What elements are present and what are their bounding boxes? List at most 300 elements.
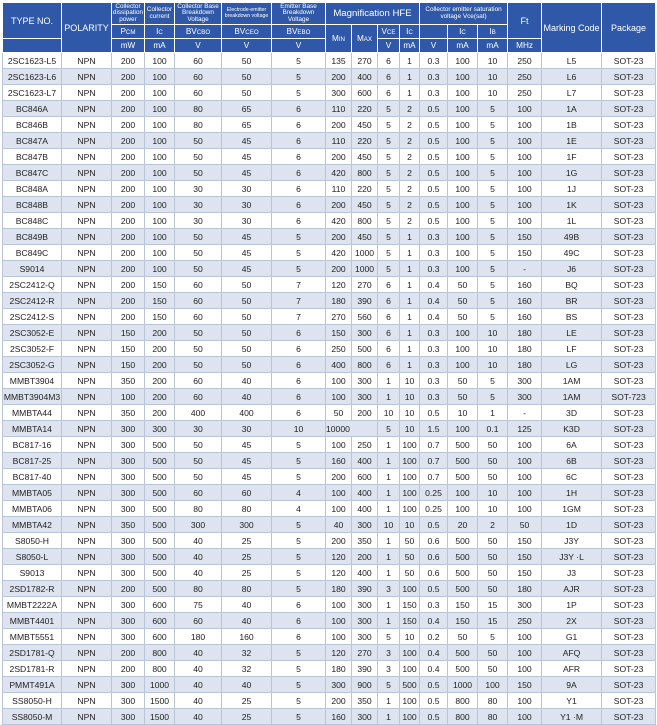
sat-ic-cell: 100 bbox=[448, 213, 478, 229]
vcesat-cell: 0.3 bbox=[420, 341, 448, 357]
package-cell: SOT-23 bbox=[602, 149, 656, 165]
ic-unit: mA bbox=[145, 39, 175, 53]
vcesat-cell: 0.3 bbox=[420, 261, 448, 277]
bvcbo-cell: 40 bbox=[175, 533, 222, 549]
marking-code-cell: BS bbox=[542, 309, 602, 325]
hfe-max-cell: 900 bbox=[352, 677, 378, 693]
polarity-cell: NPN bbox=[62, 597, 112, 613]
type-no-cell: MMBTA44 bbox=[3, 405, 62, 421]
sat-ic-cell: 150 bbox=[448, 597, 478, 613]
bvebo-cell: 6 bbox=[272, 117, 326, 133]
sat-ic-cell: 100 bbox=[448, 485, 478, 501]
table-row bbox=[3, 357, 656, 373]
ic-cell: 100 bbox=[145, 53, 175, 69]
marking-code-cell: BR bbox=[542, 293, 602, 309]
hfe-max-cell: 220 bbox=[352, 133, 378, 149]
package-cell: SOT-23 bbox=[602, 501, 656, 517]
bvceo-cell: 30 bbox=[222, 213, 272, 229]
type-no-cell: BC848A bbox=[3, 181, 62, 197]
hfe-header: Magnification HFE bbox=[326, 3, 420, 25]
vce-cell: 5 bbox=[378, 677, 400, 693]
package-cell: SOT-23 bbox=[602, 133, 656, 149]
polarity-cell: NPN bbox=[62, 309, 112, 325]
bvcbo-cell: 40 bbox=[175, 565, 222, 581]
ic-cell: 150 bbox=[145, 277, 175, 293]
bvebo-cell: 5 bbox=[272, 565, 326, 581]
package-cell: SOT-23 bbox=[602, 565, 656, 581]
pcm-cell: 300 bbox=[112, 597, 145, 613]
type-no-cell: 2SC1623-L7 bbox=[3, 85, 62, 101]
bvceo-cell: 160 bbox=[222, 629, 272, 645]
ft-cell: 150 bbox=[508, 677, 542, 693]
ic-cell: 100 bbox=[145, 229, 175, 245]
sat-ic-cell: 50 bbox=[448, 389, 478, 405]
ic-cell: 1500 bbox=[145, 709, 175, 725]
polarity-cell: NPN bbox=[62, 469, 112, 485]
bvceo-symbol: BVCEO bbox=[222, 25, 272, 39]
vce-cell: 5 bbox=[378, 229, 400, 245]
vcesat-cell: 0.5 bbox=[420, 149, 448, 165]
type-no-cell: MMBTA14 bbox=[3, 421, 62, 437]
ic-cell: 200 bbox=[145, 341, 175, 357]
bvebo-cell: 5 bbox=[272, 693, 326, 709]
ft-cell: 300 bbox=[508, 373, 542, 389]
hfe-min-cell: 180 bbox=[326, 581, 352, 597]
bvcbo-cell: 180 bbox=[175, 629, 222, 645]
hfe-min-cell: 120 bbox=[326, 565, 352, 581]
marking-code-cell: LE bbox=[542, 325, 602, 341]
ft-cell: 100 bbox=[508, 453, 542, 469]
sat-ic-cell: 50 bbox=[448, 373, 478, 389]
hfe-ic-symbol: IC bbox=[400, 25, 420, 39]
hfe-max-cell: 220 bbox=[352, 181, 378, 197]
bvcbo-cell: 40 bbox=[175, 549, 222, 565]
bvebo-cell: 5 bbox=[272, 53, 326, 69]
sat-ib-cell: 5 bbox=[478, 197, 508, 213]
type-no-cell: S8050-L bbox=[3, 549, 62, 565]
table-row bbox=[3, 373, 656, 389]
pcm-unit: mW bbox=[112, 39, 145, 53]
ft-cell: - bbox=[508, 405, 542, 421]
hfe-min-cell: 420 bbox=[326, 245, 352, 261]
ic-cell: 100 bbox=[145, 149, 175, 165]
ic-cell: 100 bbox=[145, 213, 175, 229]
ft-cell: 150 bbox=[508, 245, 542, 261]
vcesat-cell: 0.3 bbox=[420, 373, 448, 389]
bvcbo-cell: 40 bbox=[175, 709, 222, 725]
type-no-cell: MMBTA42 bbox=[3, 517, 62, 533]
ic-cell: 100 bbox=[145, 133, 175, 149]
bvceo-header: Electrode-emitter breakdown voltage bbox=[222, 3, 272, 25]
ft-cell: 100 bbox=[508, 661, 542, 677]
bvcbo-cell: 80 bbox=[175, 117, 222, 133]
sat-ic-cell: 100 bbox=[448, 421, 478, 437]
bvceo-cell: 40 bbox=[222, 389, 272, 405]
type-no-cell: 2SC1623-L6 bbox=[3, 69, 62, 85]
package-cell: SOT-23 bbox=[602, 661, 656, 677]
bvcbo-cell: 50 bbox=[175, 437, 222, 453]
pcm-cell: 200 bbox=[112, 245, 145, 261]
table-row bbox=[3, 597, 656, 613]
hfe-max-cell: 800 bbox=[352, 165, 378, 181]
vcesat-cell: 0.6 bbox=[420, 565, 448, 581]
hfe-min-cell: 110 bbox=[326, 181, 352, 197]
vcesat-cell: 0.5 bbox=[420, 709, 448, 725]
polarity-cell: NPN bbox=[62, 117, 112, 133]
bvebo-cell: 7 bbox=[272, 293, 326, 309]
sat-ic-cell: 100 bbox=[448, 245, 478, 261]
vcesat-cell: 0.7 bbox=[420, 469, 448, 485]
sat-ib-cell: 2 bbox=[478, 517, 508, 533]
sat-ib-cell: 5 bbox=[478, 101, 508, 117]
hfe-ic-cell: 100 bbox=[400, 469, 420, 485]
table-row bbox=[3, 229, 656, 245]
pcm-cell: 200 bbox=[112, 261, 145, 277]
polarity-cell: NPN bbox=[62, 613, 112, 629]
polarity-cell: NPN bbox=[62, 677, 112, 693]
type-no-cell: 2SD1781-Q bbox=[3, 645, 62, 661]
hfe-max-symbol: MAX bbox=[352, 25, 378, 53]
pcm-cell: 350 bbox=[112, 405, 145, 421]
hfe-max-cell: 390 bbox=[352, 293, 378, 309]
hfe-min-cell: 120 bbox=[326, 277, 352, 293]
bvcbo-cell: 40 bbox=[175, 661, 222, 677]
bvcbo-cell: 60 bbox=[175, 309, 222, 325]
sat-ic-cell: 100 bbox=[448, 69, 478, 85]
marking-code-cell: 1E bbox=[542, 133, 602, 149]
ft-cell: 250 bbox=[508, 69, 542, 85]
package-cell: SOT-23 bbox=[602, 405, 656, 421]
polarity-cell: NPN bbox=[62, 181, 112, 197]
bvcbo-cell: 30 bbox=[175, 197, 222, 213]
hfe-max-cell: 200 bbox=[352, 405, 378, 421]
ic-header: Collector current bbox=[145, 3, 175, 25]
ic-cell: 500 bbox=[145, 565, 175, 581]
marking-code-cell: J6 bbox=[542, 261, 602, 277]
bvebo-cell: 5 bbox=[272, 229, 326, 245]
polarity-cell: NPN bbox=[62, 261, 112, 277]
hfe-ic-cell: 2 bbox=[400, 117, 420, 133]
hfe-max-cell: 400 bbox=[352, 453, 378, 469]
type-no-cell: 2SC3052-E bbox=[3, 325, 62, 341]
hfe-min-cell: 400 bbox=[326, 357, 352, 373]
type-no-cell: BC847B bbox=[3, 149, 62, 165]
type-no-cell: MMBT4401 bbox=[3, 613, 62, 629]
sat-ib-cell: 5 bbox=[478, 165, 508, 181]
type-unit-blank bbox=[3, 39, 62, 53]
table-row bbox=[3, 181, 656, 197]
hfe-ic-cell: 1 bbox=[400, 245, 420, 261]
hfe-ic-cell: 100 bbox=[400, 693, 420, 709]
pcm-header: Collector dissipation power bbox=[112, 2, 144, 23]
polarity-cell: NPN bbox=[62, 325, 112, 341]
vcesat-cell: 0.4 bbox=[420, 661, 448, 677]
vcesat-unit: V bbox=[420, 39, 448, 53]
bvebo-cell: 6 bbox=[272, 389, 326, 405]
vcesat-cell: 0.4 bbox=[420, 293, 448, 309]
table-row bbox=[3, 165, 656, 181]
vce-cell: 6 bbox=[378, 341, 400, 357]
package-cell: SOT-23 bbox=[602, 101, 656, 117]
hfe-ic-cell: 100 bbox=[400, 501, 420, 517]
ft-cell: 50 bbox=[508, 517, 542, 533]
vce-cell: 5 bbox=[378, 165, 400, 181]
ic-cell: 200 bbox=[145, 373, 175, 389]
ft-cell: 100 bbox=[508, 181, 542, 197]
pcm-cell: 150 bbox=[112, 357, 145, 373]
bvebo-cell: 5 bbox=[272, 709, 326, 725]
sat-ib-cell: 5 bbox=[478, 373, 508, 389]
type-no-cell: BC849C bbox=[3, 245, 62, 261]
ft-cell: 160 bbox=[508, 277, 542, 293]
type-no-cell: BC846A bbox=[3, 101, 62, 117]
ic-cell: 150 bbox=[145, 309, 175, 325]
ft-cell: 100 bbox=[508, 469, 542, 485]
vce-cell: 3 bbox=[378, 581, 400, 597]
table-row bbox=[3, 405, 656, 421]
pcm-cell: 200 bbox=[112, 197, 145, 213]
vcesat-cell: 0.5 bbox=[420, 581, 448, 597]
hfe-ic-cell: 500 bbox=[400, 677, 420, 693]
pcm-cell: 200 bbox=[112, 101, 145, 117]
vcesat-cell: 0.4 bbox=[420, 645, 448, 661]
type-no-cell: 2SC2412-S bbox=[3, 309, 62, 325]
type-no-cell: BC817-40 bbox=[3, 469, 62, 485]
marking-code-cell: 49C bbox=[542, 245, 602, 261]
type-no-cell: 2SD1781-R bbox=[3, 661, 62, 677]
table-row bbox=[3, 645, 656, 661]
hfe-min-cell: 10000 bbox=[326, 421, 378, 437]
sat-ib-cell: 80 bbox=[478, 693, 508, 709]
hfe-max-cell: 200 bbox=[352, 549, 378, 565]
marking-code-cell: AJR bbox=[542, 581, 602, 597]
hfe-ic-cell: 100 bbox=[400, 485, 420, 501]
hfe-ic-cell: 100 bbox=[400, 645, 420, 661]
vcesat-cell: 0.25 bbox=[420, 501, 448, 517]
ft-cell: 100 bbox=[508, 149, 542, 165]
ft-cell: 150 bbox=[508, 229, 542, 245]
hfe-min-cell: 180 bbox=[326, 293, 352, 309]
vce-cell: 1 bbox=[378, 453, 400, 469]
marking-code-header: Marking Code bbox=[542, 3, 602, 53]
sat-ic-cell: 100 bbox=[448, 85, 478, 101]
hfe-ic-cell: 50 bbox=[400, 533, 420, 549]
bvceo-cell: 45 bbox=[222, 133, 272, 149]
hfe-max-cell: 1000 bbox=[352, 261, 378, 277]
package-cell: SOT-23 bbox=[602, 533, 656, 549]
bvceo-cell: 50 bbox=[222, 309, 272, 325]
bvceo-cell: 65 bbox=[222, 101, 272, 117]
ft-cell: 150 bbox=[508, 565, 542, 581]
ic-cell: 500 bbox=[145, 517, 175, 533]
hfe-min-cell: 200 bbox=[326, 197, 352, 213]
ft-cell: 180 bbox=[508, 357, 542, 373]
vcesat-cell: 0.3 bbox=[420, 357, 448, 373]
package-cell: SOT-23 bbox=[602, 229, 656, 245]
polarity-cell: NPN bbox=[62, 197, 112, 213]
polarity-cell: NPN bbox=[62, 709, 112, 725]
sat-ib-cell: 50 bbox=[478, 581, 508, 597]
sat-ib-cell: 10 bbox=[478, 501, 508, 517]
bvcbo-cell: 40 bbox=[175, 677, 222, 693]
bvcbo-cell: 80 bbox=[175, 581, 222, 597]
bvebo-cell: 6 bbox=[272, 149, 326, 165]
ft-cell: 180 bbox=[508, 341, 542, 357]
table-row bbox=[3, 341, 656, 357]
vce-cell: 5 bbox=[378, 629, 400, 645]
package-cell: SOT-23 bbox=[602, 69, 656, 85]
hfe-max-cell: 400 bbox=[352, 501, 378, 517]
vce-cell: 5 bbox=[378, 197, 400, 213]
sat-ib-cell: 50 bbox=[478, 469, 508, 485]
vce-cell: 1 bbox=[378, 549, 400, 565]
bvebo-cell: 6 bbox=[272, 629, 326, 645]
bvcbo-cell: 60 bbox=[175, 389, 222, 405]
vcesat-cell: 0.3 bbox=[420, 53, 448, 69]
hfe-min-cell: 420 bbox=[326, 213, 352, 229]
ft-cell: 100 bbox=[508, 437, 542, 453]
ft-cell: 180 bbox=[508, 325, 542, 341]
bvebo-cell: 6 bbox=[272, 613, 326, 629]
hfe-max-cell: 400 bbox=[352, 565, 378, 581]
marking-code-cell: 1B bbox=[542, 117, 602, 133]
ft-cell: 100 bbox=[508, 629, 542, 645]
pcm-cell: 350 bbox=[112, 517, 145, 533]
type-no-cell: S9014 bbox=[3, 261, 62, 277]
bvcbo-header: Collector Base Breakdown Voltage bbox=[175, 3, 222, 25]
vcesat-cell: 0.5 bbox=[420, 197, 448, 213]
vce-cell: 6 bbox=[378, 85, 400, 101]
bvebo-symbol: BVEBO bbox=[272, 25, 326, 39]
ft-cell: 125 bbox=[508, 421, 542, 437]
polarity-cell: NPN bbox=[62, 341, 112, 357]
marking-code-cell: 6C bbox=[542, 469, 602, 485]
bvceo-cell: 300 bbox=[222, 517, 272, 533]
sat-ib-cell: 10 bbox=[478, 85, 508, 101]
sat-ib-cell: 5 bbox=[478, 245, 508, 261]
marking-code-cell: 1K bbox=[542, 197, 602, 213]
sat-ib-cell: 50 bbox=[478, 437, 508, 453]
ic-cell: 100 bbox=[145, 101, 175, 117]
bvebo-cell: 6 bbox=[272, 373, 326, 389]
package-cell: SOT-23 bbox=[602, 197, 656, 213]
type-no-cell: MMBT5551 bbox=[3, 629, 62, 645]
type-no-cell: 2SC2412-Q bbox=[3, 277, 62, 293]
sat-ic-cell: 100 bbox=[448, 181, 478, 197]
type-no-cell: 2SD1782-R bbox=[3, 581, 62, 597]
vce-cell: 1 bbox=[378, 485, 400, 501]
sat-ib-cell: 0.1 bbox=[478, 421, 508, 437]
pcm-cell: 200 bbox=[112, 213, 145, 229]
bvceo-cell: 50 bbox=[222, 85, 272, 101]
bvcbo-cell: 40 bbox=[175, 693, 222, 709]
polarity-header: POLARITY bbox=[62, 3, 112, 53]
hfe-max-cell: 350 bbox=[352, 693, 378, 709]
polarity-cell: NPN bbox=[62, 581, 112, 597]
type-no-cell: BC817-16 bbox=[3, 437, 62, 453]
bvceo-cell: 25 bbox=[222, 533, 272, 549]
sat-ib-cell: 10 bbox=[478, 357, 508, 373]
vcesat-cell: 0.25 bbox=[420, 485, 448, 501]
polarity-cell: NPN bbox=[62, 53, 112, 69]
pcm-cell: 300 bbox=[112, 437, 145, 453]
sat-ic-unit: mA bbox=[448, 39, 478, 53]
sat-ic-cell: 800 bbox=[448, 709, 478, 725]
pcm-symbol: PCM bbox=[112, 25, 145, 39]
bvebo-cell: 10 bbox=[272, 421, 326, 437]
sat-ib-cell: 5 bbox=[478, 389, 508, 405]
hfe-min-cell: 120 bbox=[326, 645, 352, 661]
type-no-cell: BC848C bbox=[3, 213, 62, 229]
bvcbo-cell: 60 bbox=[175, 373, 222, 389]
hfe-min-cell: 100 bbox=[326, 485, 352, 501]
sat-ib-cell: 1 bbox=[478, 405, 508, 421]
vcesat-cell: 0.2 bbox=[420, 629, 448, 645]
bvcbo-cell: 60 bbox=[175, 53, 222, 69]
bvceo-cell: 50 bbox=[222, 341, 272, 357]
table-row bbox=[3, 693, 656, 709]
bvebo-cell: 6 bbox=[272, 341, 326, 357]
vcesat-cell: 0.5 bbox=[420, 517, 448, 533]
ic-cell: 200 bbox=[145, 325, 175, 341]
sat-ic-cell: 150 bbox=[448, 613, 478, 629]
hfe-min-cell: 120 bbox=[326, 549, 352, 565]
bvebo-cell: 5 bbox=[272, 437, 326, 453]
hfe-ic-cell: 10 bbox=[400, 421, 420, 437]
sat-ic-cell: 100 bbox=[448, 197, 478, 213]
type-no-cell: 2SC2412-R bbox=[3, 293, 62, 309]
sat-ic-symbol: IC bbox=[448, 25, 478, 39]
bvebo-header: Emitter Base Breakdown Voltage bbox=[272, 3, 326, 25]
hfe-ic-cell: 1 bbox=[400, 277, 420, 293]
pcm-cell: 200 bbox=[112, 645, 145, 661]
bvceo-cell: 400 bbox=[222, 405, 272, 421]
hfe-min-cell: 160 bbox=[326, 453, 352, 469]
sat-ic-cell: 50 bbox=[448, 293, 478, 309]
pcm-cell: 200 bbox=[112, 165, 145, 181]
hfe-min-cell: 100 bbox=[326, 613, 352, 629]
vcesat-cell: 0.5 bbox=[420, 117, 448, 133]
ic-cell: 300 bbox=[145, 421, 175, 437]
ic-cell: 600 bbox=[145, 597, 175, 613]
vcesat-cell: 0.5 bbox=[420, 677, 448, 693]
bvcbo-cell: 30 bbox=[175, 181, 222, 197]
pcm-cell: 200 bbox=[112, 581, 145, 597]
sat-ib-cell: 80 bbox=[478, 709, 508, 725]
table-row bbox=[3, 677, 656, 693]
ft-cell: 100 bbox=[508, 709, 542, 725]
bvceo-unit: V bbox=[222, 39, 272, 53]
bvcbo-cell: 60 bbox=[175, 277, 222, 293]
hfe-ic-cell: 2 bbox=[400, 213, 420, 229]
marking-code-cell: LF bbox=[542, 341, 602, 357]
bvebo-cell: 6 bbox=[272, 357, 326, 373]
bvebo-cell: 6 bbox=[272, 213, 326, 229]
type-no-cell: BC817-25 bbox=[3, 453, 62, 469]
type-no-cell: BC849B bbox=[3, 229, 62, 245]
bvceo-cell: 50 bbox=[222, 53, 272, 69]
ic-cell: 1000 bbox=[145, 677, 175, 693]
package-cell: SOT-23 bbox=[602, 261, 656, 277]
hfe-max-cell: 300 bbox=[352, 373, 378, 389]
vce-cell: 1 bbox=[378, 501, 400, 517]
bvceo-cell: 80 bbox=[222, 581, 272, 597]
sat-ic-cell: 100 bbox=[448, 229, 478, 245]
package-cell: SOT-23 bbox=[602, 485, 656, 501]
package-cell: SOT-23 bbox=[602, 693, 656, 709]
marking-code-cell: 6A bbox=[542, 437, 602, 453]
sat-ic-cell: 50 bbox=[448, 277, 478, 293]
